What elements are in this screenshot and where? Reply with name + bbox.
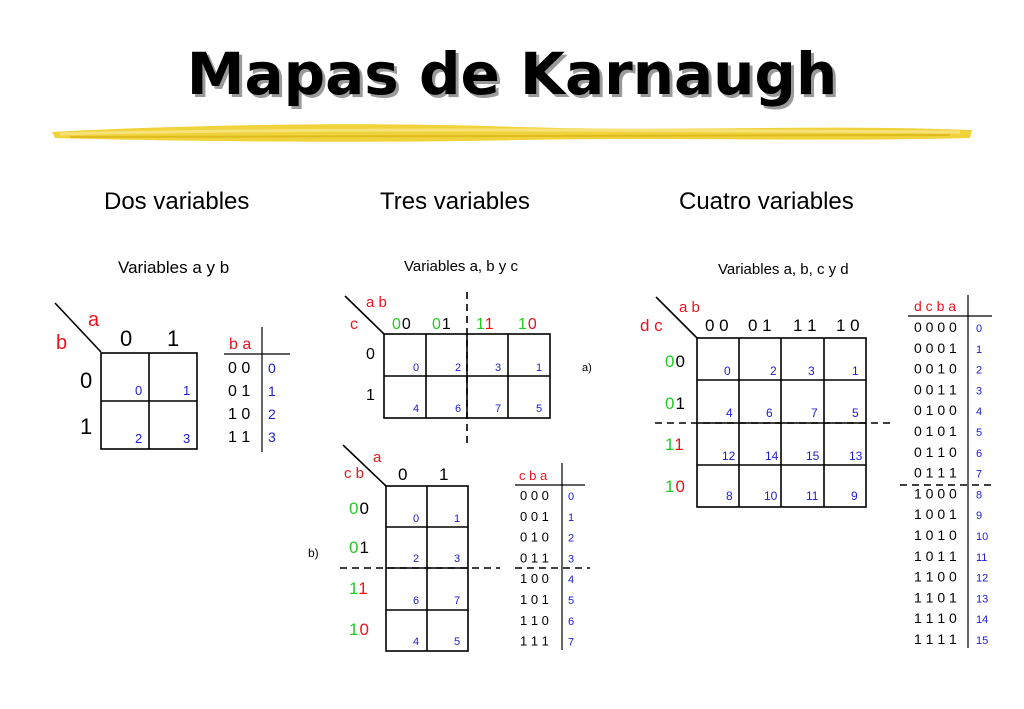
map3a-col-header: 10 (518, 316, 537, 333)
map3b-row-header: 10 (349, 620, 369, 639)
table4-index: 3 (976, 385, 983, 398)
map4-cell: 14 (765, 449, 779, 463)
map4-row-header: 00 (665, 352, 685, 371)
table3-index: 2 (568, 532, 575, 545)
map4-cell: 8 (726, 489, 733, 503)
map4-corner-left: d c (640, 316, 663, 335)
table4-code: 0 0 0 0 (914, 319, 957, 335)
map3b-col-header: 0 (398, 465, 408, 484)
map2-caption: Variables a y b (118, 258, 230, 277)
map4-cell: 2 (770, 364, 777, 378)
table2-header: b a (229, 336, 252, 353)
map4-cell: 7 (811, 406, 818, 420)
table4-code: 1 1 1 1 (914, 631, 957, 647)
table2-index: 2 (268, 406, 276, 422)
table4-index: 9 (976, 510, 983, 523)
map3a-cell: 1 (536, 362, 543, 374)
table4-code: 1 1 0 0 (914, 568, 957, 585)
truth-table-2 (224, 327, 290, 452)
table4-code: 0 1 0 0 (914, 402, 957, 419)
table4-index: 7 (976, 468, 983, 481)
kmap-3-variables-a (345, 258, 592, 446)
table3-index: 5 (568, 595, 575, 607)
table4-header: d c b a (914, 298, 957, 314)
map3b-row-header: 11 (349, 579, 368, 598)
map3b-row-header: 01 (349, 538, 369, 557)
table4-code: 1 0 0 0 (914, 485, 957, 502)
map4-corner-top: a b (679, 299, 700, 316)
map2-col-header: 0 (120, 326, 133, 351)
map3a-cell: 4 (413, 403, 420, 415)
map3b-row-header: 00 (349, 499, 369, 518)
truth-table-4 (900, 295, 996, 648)
table3-index: 6 (568, 615, 575, 628)
map4-cell: 9 (851, 489, 858, 503)
map3a-corner-left: c (350, 316, 358, 333)
table4-code: 1 0 0 1 (914, 506, 957, 523)
table3-index: 3 (568, 553, 575, 566)
table4-index: 1 (976, 343, 983, 356)
section-title-four: Cuatro variables (679, 188, 854, 215)
map3b-cell: 2 (413, 553, 420, 565)
map2-col-header: 1 (167, 326, 180, 351)
map3b-label: b) (308, 546, 319, 560)
map4-col-header: 0 1 (748, 316, 772, 335)
map3b-cell: 4 (413, 636, 420, 648)
map3b-cell: 0 (413, 513, 420, 525)
table4-code: 0 0 1 1 (914, 381, 957, 398)
map3b-corner-top: a (373, 449, 382, 466)
map4-col-header: 1 1 (793, 316, 817, 335)
table3-code: 1 0 0 (520, 571, 549, 587)
map3a-caption: Variables a, b y c (404, 258, 518, 275)
table4-code: 1 1 1 0 (914, 610, 957, 627)
table4-index: 8 (976, 489, 983, 502)
map4-cell: 10 (764, 489, 778, 503)
map4-cell: 5 (852, 406, 859, 420)
table2-index: 3 (268, 429, 276, 445)
section-title-three: Tres variables (380, 188, 530, 215)
kmap-3-variables-b (308, 445, 500, 651)
table4-index: 2 (976, 364, 983, 377)
map3b-col-header: 1 (439, 465, 449, 484)
table2-index: 0 (268, 360, 276, 376)
map4-row-header: 11 (665, 435, 684, 454)
map2-row-header: 0 (80, 368, 93, 393)
map4-caption: Variables a, b, c y d (718, 261, 849, 278)
map3b-cell: 7 (454, 595, 461, 607)
map3a-col-header: 00 (392, 316, 411, 333)
table2-code: 1 0 (228, 406, 251, 423)
map4-cell: 11 (806, 489, 819, 503)
table4-index: 6 (976, 447, 983, 460)
table2-index: 1 (268, 383, 276, 399)
table4-index: 0 (976, 323, 983, 335)
map3b-cell: 1 (454, 513, 461, 525)
map2-corner-left: b (56, 332, 68, 354)
map4-cell: 6 (766, 406, 773, 420)
table3-index: 0 (568, 491, 575, 503)
table4-index: 13 (976, 593, 989, 606)
table2-code: 0 0 (228, 360, 251, 377)
table3-code: 1 0 1 (520, 592, 549, 607)
map4-cell: 0 (724, 364, 731, 378)
table4-index: 15 (976, 635, 989, 647)
table4-index: 14 (976, 614, 989, 627)
map3b-cell: 6 (413, 595, 420, 607)
kmap-4-variables (640, 261, 895, 507)
map4-cell: 12 (722, 449, 736, 463)
table2-code: 0 1 (228, 383, 251, 400)
table4-code: 0 1 1 0 (914, 443, 957, 460)
table4-code: 1 0 1 0 (914, 527, 957, 543)
map2-cell: 2 (135, 431, 143, 446)
map4-row-header: 10 (665, 477, 685, 496)
map4-row-header: 01 (665, 394, 685, 413)
map3a-col-header: 01 (432, 316, 451, 333)
map3b-corner-left: c b (344, 465, 365, 482)
table3-code: 0 0 1 (520, 508, 549, 524)
table3-code: 0 0 0 (520, 488, 549, 503)
map3a-cell: 3 (495, 362, 502, 374)
map3b-cell: 3 (454, 553, 461, 565)
table3-index: 7 (568, 636, 575, 649)
table3-code: 0 1 0 (520, 529, 549, 545)
table3-code: 1 1 0 (520, 612, 549, 628)
map2-cell: 0 (135, 383, 143, 398)
table3-code: 0 1 1 (520, 550, 549, 566)
map3a-cell: 6 (455, 403, 462, 415)
table3-header: c b a (519, 468, 548, 483)
map3a-col-header: 11 (476, 316, 494, 333)
table4-code: 1 1 0 1 (914, 589, 957, 606)
map2-corner-top: a (88, 309, 100, 331)
table3-code: 1 1 1 (520, 633, 549, 649)
table4-index: 12 (976, 572, 989, 585)
truth-table-3 (515, 463, 590, 650)
map4-cell: 4 (726, 406, 733, 420)
table4-code: 0 0 0 1 (914, 339, 957, 356)
table4-code: 0 1 1 1 (914, 464, 957, 481)
map2-row-header: 1 (80, 414, 93, 439)
table4-code: 0 0 1 0 (914, 360, 957, 377)
map3a-cell: 2 (455, 362, 462, 374)
map2-cell: 3 (183, 431, 191, 446)
table4-code: 0 1 0 1 (914, 423, 957, 439)
map3a-cell: 0 (413, 362, 420, 374)
map3a-cell: 5 (536, 403, 543, 415)
map4-cell: 3 (808, 364, 815, 378)
map4-cell: 13 (849, 449, 863, 463)
map4-col-header: 0 0 (705, 316, 729, 335)
table3-index: 4 (568, 574, 575, 587)
map3a-row-header: 1 (366, 387, 375, 404)
map3a-corner-top: a b (366, 294, 387, 311)
table2-code: 1 1 (228, 429, 251, 446)
table3-index: 1 (568, 511, 575, 524)
slide-title: Mapas de Karnaugh (186, 40, 838, 108)
map3a-cell: 7 (495, 403, 502, 415)
map3a-label: a) (582, 362, 592, 374)
map4-col-header: 1 0 (836, 316, 860, 335)
map3b-cell: 5 (454, 636, 461, 648)
table4-index: 5 (976, 427, 983, 439)
table4-index: 4 (976, 406, 983, 419)
map3a-row-header: 0 (366, 346, 375, 363)
map4-cell: 15 (806, 449, 820, 463)
map4-cell: 1 (852, 364, 859, 378)
table4-code: 1 0 1 1 (914, 547, 957, 564)
section-title-two: Dos variables (104, 188, 250, 215)
table4-index: 11 (976, 551, 988, 564)
table4-index: 10 (976, 531, 989, 543)
map2-cell: 1 (183, 383, 191, 398)
kmap-2-variables (55, 258, 229, 449)
